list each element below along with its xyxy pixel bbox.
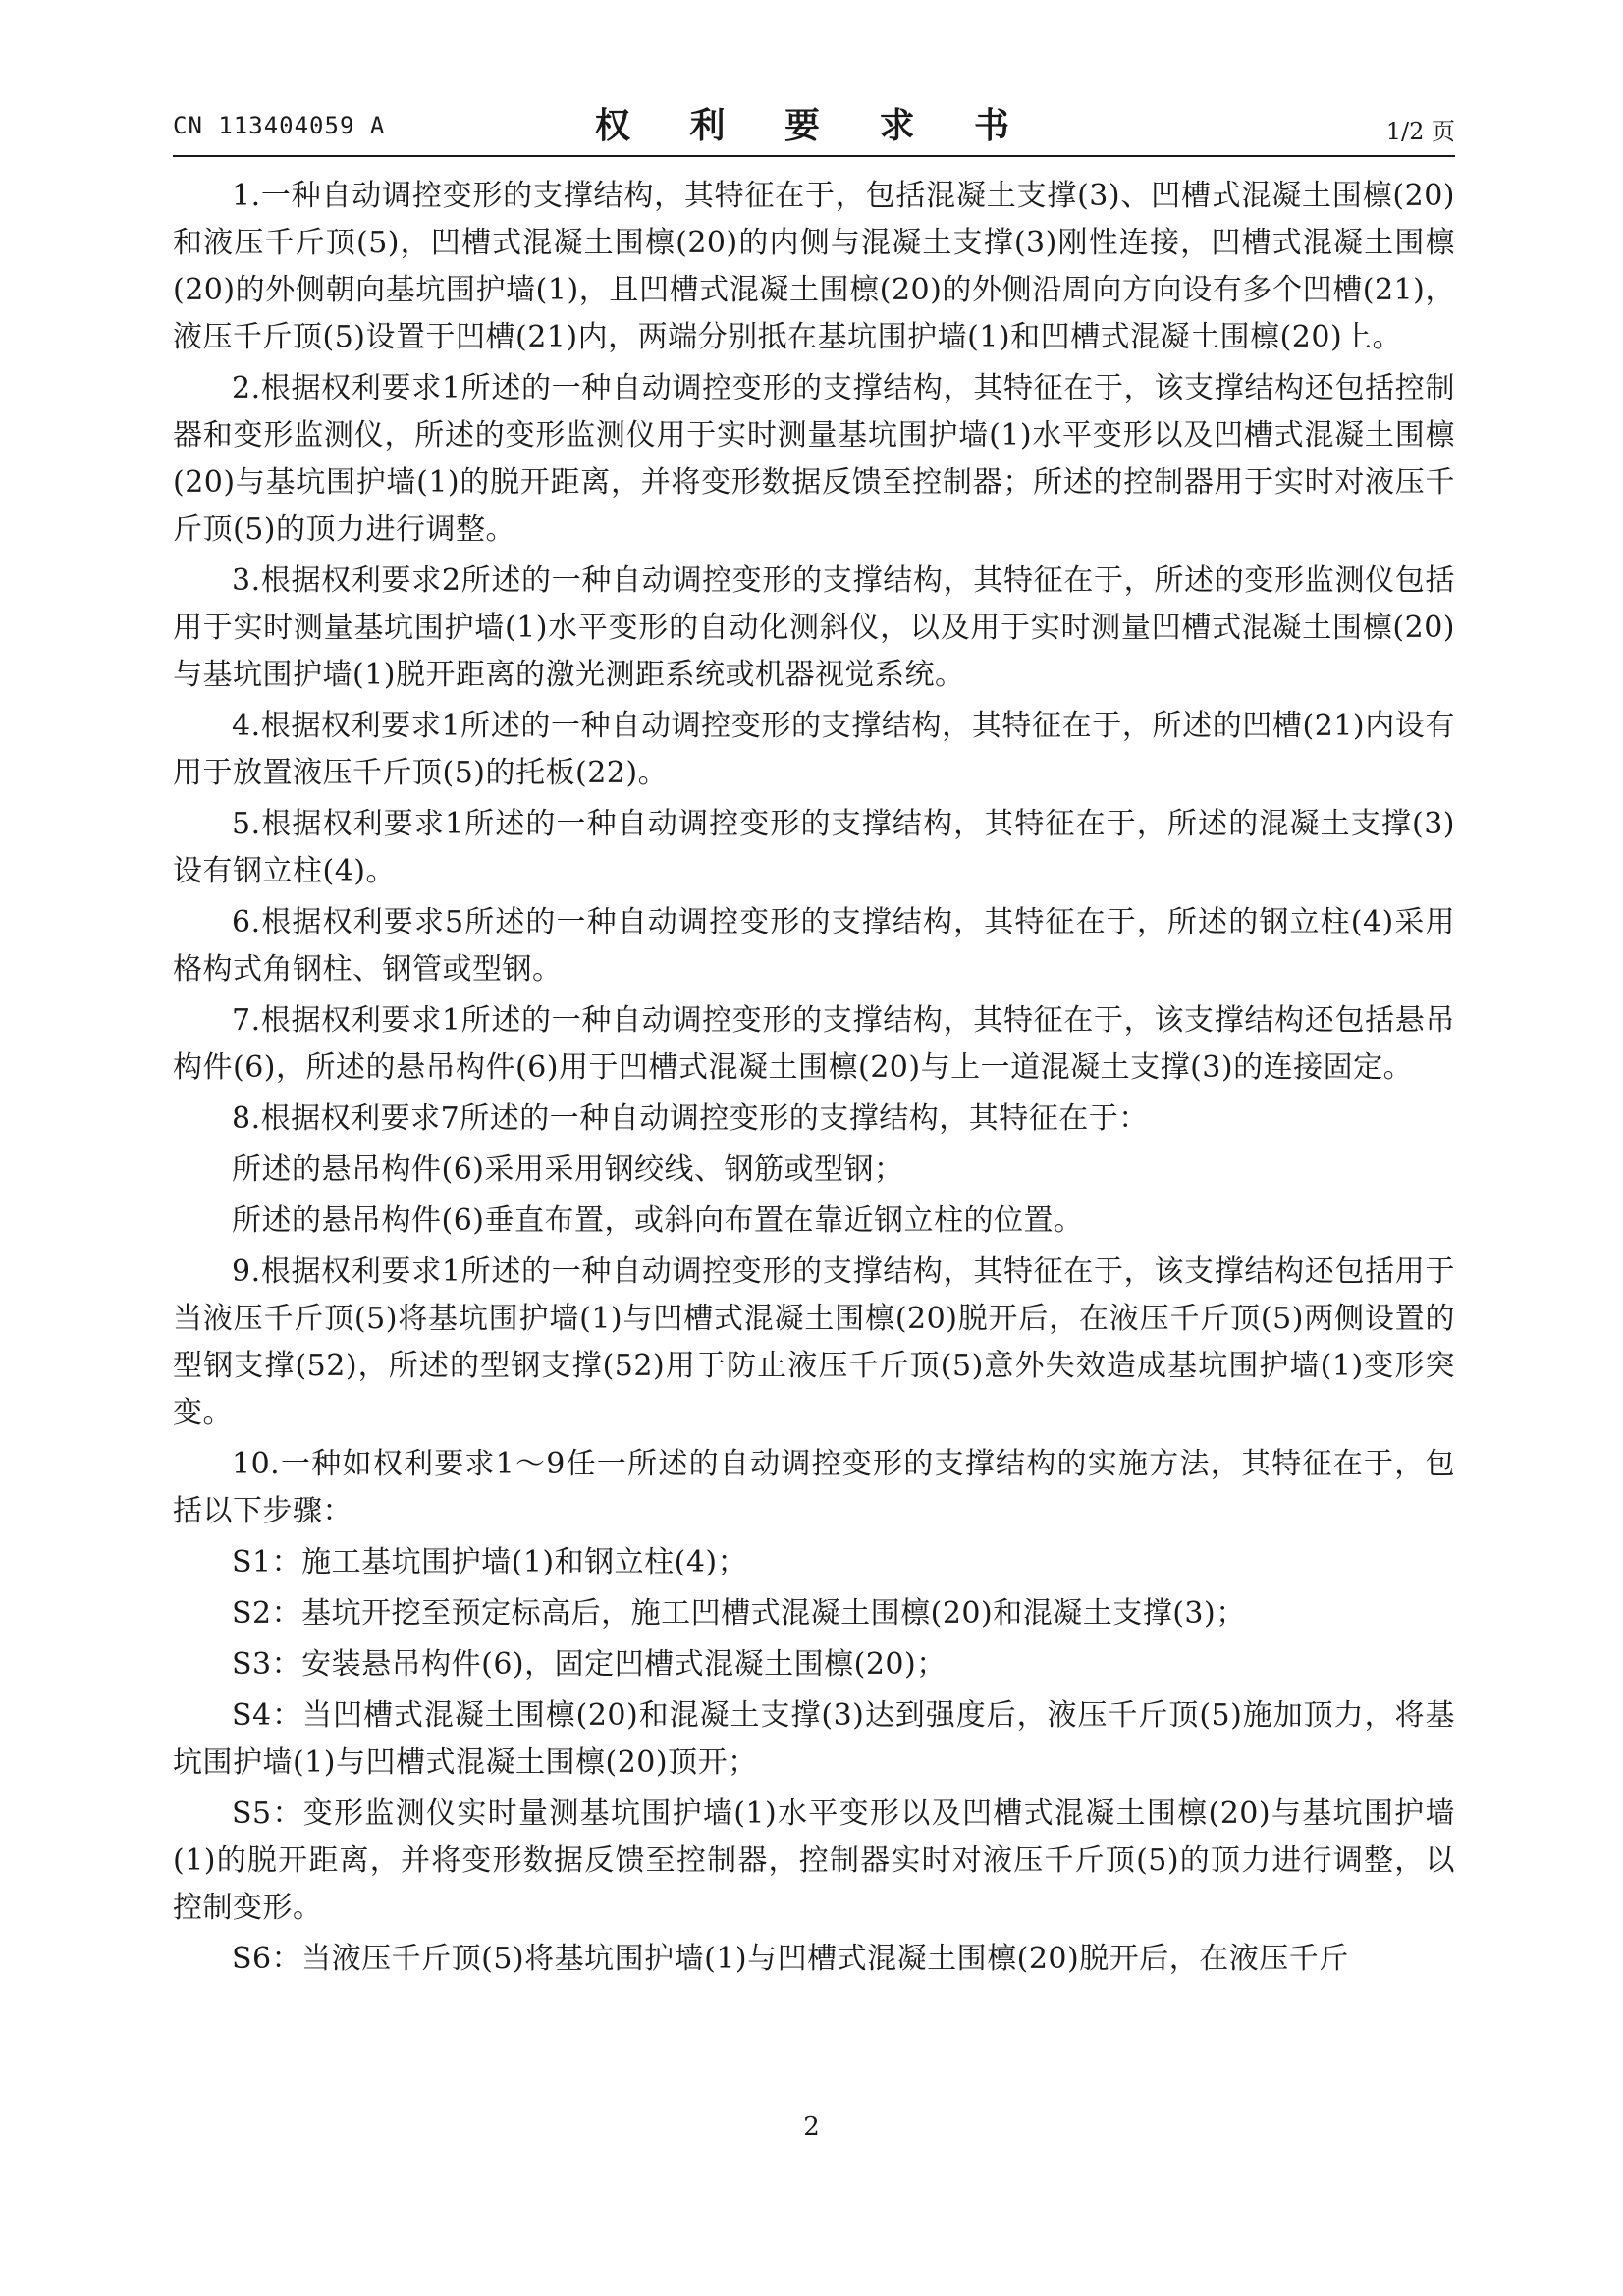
claim-1: 1.一种自动调控变形的支撑结构，其特征在于，包括混凝土支撑(3)、凹槽式混凝土围檩(20)和液压千斤顶(5)，凹槽式混凝土围檩(20)的内侧与混凝土支撑(3)刚性连接，凹槽式混凝土围檩(20)的外侧朝向基坑围护墙(1)，且凹槽式混凝土围檩(20)的外侧沿周向方向设有多个凹槽(21)，液压千斤顶(5)设置于凹槽(21)内，两端分别抵在基坑围护墙(1)和凹槽式混凝土围檩(20)上。 bbox=[173, 179, 1455, 354]
claim-10: 10.一种如权利要求1～9任一所述的自动调控变形的支撑结构的实施方法，其特征在于，包括以下步骤： bbox=[173, 1447, 1455, 1528]
claim-4: 4.根据权利要求1所述的一种自动调控变形的支撑结构，其特征在于，所述的凹槽(21)内设有用于放置液压千斤顶(5)的托板(22)。 bbox=[173, 709, 1455, 790]
step-s3: S3：安装悬吊构件(6)，固定凹槽式混凝土围檩(20)； bbox=[232, 1647, 947, 1682]
page-number: 2 bbox=[803, 2112, 820, 2142]
step-s1: S1：施工基坑围护墙(1)和钢立柱(4)； bbox=[232, 1545, 748, 1579]
step-s5: S5：变形监测仪实时量测基坑围护墙(1)水平变形以及凹槽式混凝土围檩(20)与基坑围护墙(1)的脱开距离，并将变形数据反馈至控制器，控制器实时对液压千斤顶(5)的顶力进行调整，以控制变形。 bbox=[173, 1796, 1455, 1925]
claim-3: 3.根据权利要求2所述的一种自动调控变形的支撑结构，其特征在于，所述的变形监测仪包括用于实时测量基坑围护墙(1)水平变形的自动化测斜仪，以及用于实时测量凹槽式混凝土围檩(20)与基坑围护墙(1)脱开距离的激光测距系统或机器视觉系统。 bbox=[173, 563, 1455, 692]
step-s6: S6：当液压千斤顶(5)将基坑围护墙(1)与凹槽式混凝土围檩(20)脱开后，在液压千斤 bbox=[232, 1942, 1349, 1976]
claim-6: 6.根据权利要求5所述的一种自动调控变形的支撑结构，其特征在于，所述的钢立柱(4)采用格构式角钢柱、钢管或型钢。 bbox=[173, 905, 1455, 987]
publication-number: CN 113404059 A bbox=[173, 112, 386, 139]
claim-5: 5.根据权利要求1所述的一种自动调控变形的支撑结构，其特征在于，所述的混凝土支撑(3)设有钢立柱(4)。 bbox=[173, 807, 1455, 888]
claim-7: 7.根据权利要求1所述的一种自动调控变形的支撑结构，其特征在于，该支撑结构还包括悬吊构件(6)，所述的悬吊构件(6)用于凹槽式混凝土围檩(20)与上一道混凝土支撑(3)的连接固定。 bbox=[173, 1003, 1455, 1085]
claim-8-item-2: 所述的悬吊构件(6)垂直布置，或斜向布置在靠近钢立柱的位置。 bbox=[232, 1203, 1084, 1238]
step-s2: S2：基坑开挖至预定标高后，施工凹槽式混凝土围檩(20)和混凝土支撑(3)； bbox=[232, 1596, 1246, 1630]
claim-2: 2.根据权利要求1所述的一种自动调控变形的支撑结构，其特征在于，该支撑结构还包括控制器和变形监测仪，所述的变形监测仪用于实时测量基坑围护墙(1)水平变形以及凹槽式混凝土围檩(20)与基坑围护墙(1)的脱开距离，并将变形数据反馈至控制器；所述的控制器用于实时对液压千斤顶(5)的顶力进行调整。 bbox=[173, 371, 1455, 547]
claim-8-item-1: 所述的悬吊构件(6)采用采用钢绞线、钢筋或型钢； bbox=[232, 1152, 904, 1187]
page-header bbox=[173, 98, 1455, 157]
claims-body bbox=[173, 173, 1455, 1987]
claim-9: 9.根据权利要求1所述的一种自动调控变形的支撑结构，其特征在于，该支撑结构还包括用于当液压千斤顶(5)将基坑围护墙(1)与凹槽式混凝土围檩(20)脱开后，在液压千斤顶(5)两侧设置的型钢支撑(52)，所述的型钢支撑(52)用于防止液压千斤顶(5)意外失效造成基坑围护墙(1)变形突变。 bbox=[173, 1255, 1455, 1430]
claim-8: 8.根据权利要求7所述的一种自动调控变形的支撑结构，其特征在于： bbox=[232, 1101, 1149, 1136]
step-s4: S4：当凹槽式混凝土围檩(20)和混凝土支撑(3)达到强度后，液压千斤顶(5)施加顶力，将基坑围护墙(1)与凹槽式混凝土围檩(20)顶开； bbox=[173, 1698, 1455, 1780]
page-count: 1/2 页 bbox=[1385, 118, 1455, 145]
document-title: 权 利 要 求 书 bbox=[594, 105, 1034, 146]
header-divider bbox=[173, 155, 1455, 157]
